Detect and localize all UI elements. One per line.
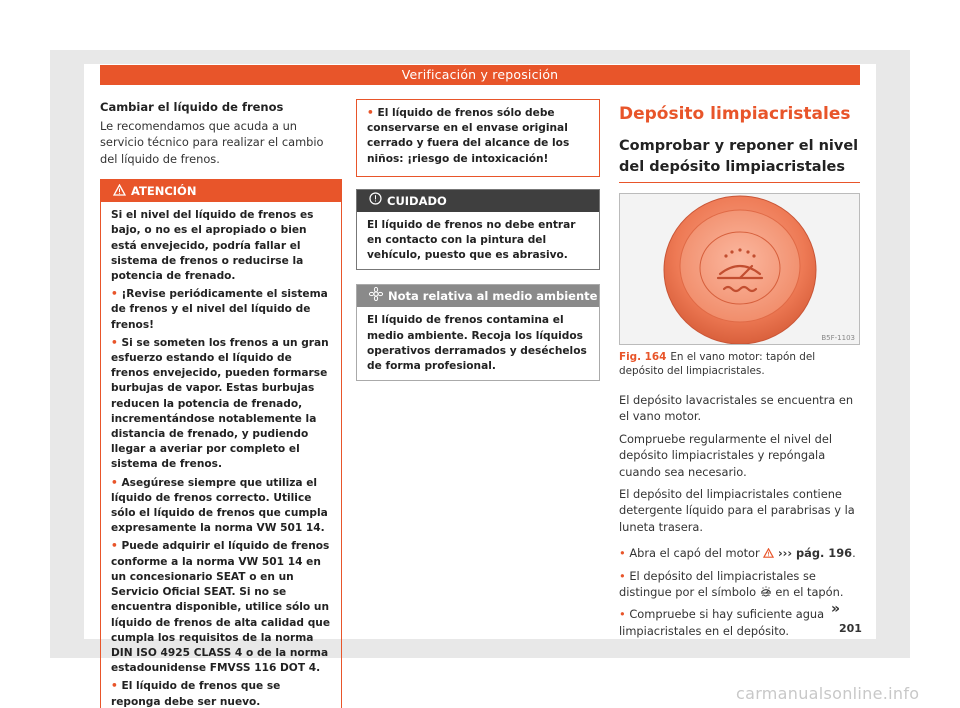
reservoir-cap-illustration — [620, 194, 860, 345]
step-open-hood — [619, 545, 860, 561]
figure-caption-text: En el vano motor: tapón del depósito del limpiacristales. — [619, 351, 816, 377]
column-1 — [100, 96, 342, 708]
step-symbol-end: en el tapón. — [775, 585, 844, 600]
step-identify-symbol — [619, 568, 860, 601]
washer-symbol-icon — [760, 585, 772, 599]
step-check-level: • Compruebe si hay suficiente agua limpiacristales en el depósito. — [619, 606, 860, 639]
intro-paragraph: Le recomendamos que acuda a un servicio técnico para realizar el cambio del líquido de frenos. — [100, 119, 324, 166]
paragraph-contents: El depósito del limpiacristales contiene detergente líquido para el parabrisas y la luneta trasera. — [619, 487, 855, 534]
figure-label: Fig. 164 — [619, 351, 667, 363]
paragraph-location: El depósito lavacristales se encuentra en el vano motor. — [619, 393, 854, 424]
section-header: Verificación y reposición — [100, 65, 860, 85]
warning-bullet: • Puede adquirir el líquido de frenos conforme a la norma VW 501 14 en un concesionario SEAT o en un Servicio Oficial SEAT. Si no se encuentra disponible, utilice sólo un líquido de frenos de alta calidad que cumpla los requisitos de la norma DIN ISO 4925 CLASS 4 o de la norma estadounidense FMVSS 116 DOT 4. — [111, 539, 331, 676]
warning-triangle-icon — [763, 546, 774, 560]
page-reference-link[interactable]: ››› pág. 196 — [777, 546, 853, 561]
warning-bullet: • El líquido de frenos sólo debe conservarse en el envase original cerrado y fuera del alcance de los niños: ¡riesgo de intoxicación! — [367, 106, 589, 167]
warning-header — [101, 180, 341, 202]
watermark: carmanualsonline.info — [736, 684, 920, 703]
warning-triangle-icon — [113, 181, 126, 203]
warning-title: ATENCIÓN — [131, 184, 197, 199]
warning-lead: Si el nivel del líquido de frenos es bajo, o no es el apropiado o bien está envejecido, podría fallar el sistema de frenos o reducirse la potencia de frenado. — [111, 209, 314, 283]
figure-code: B5F-1103 — [821, 334, 855, 342]
column-2 — [356, 100, 600, 381]
page-number: 201 — [839, 622, 862, 635]
environment-body: El líquido de frenos contamina el medio ambiente. Recoja los líquidos operativos derramados y deséchelos de forma profesional. — [367, 314, 587, 373]
environment-flower-icon — [369, 286, 383, 308]
column-3 — [619, 98, 860, 639]
caution-box — [356, 189, 600, 271]
paragraph-check: Compruebe regularmente el nivel del depósito limpiacristales y repóngala cuando sea necesario. — [619, 431, 833, 479]
section-title: Depósito limpiacristales — [619, 104, 851, 124]
step-open-hood-text: Abra el capó del motor — [629, 546, 760, 561]
caution-body: El líquido de frenos no debe entrar en contacto con la pintura del vehículo, puesto que es abrasivo. — [367, 218, 576, 262]
warning-body — [101, 202, 341, 708]
warning-bullet: • ¡Revise periódicamente el sistema de frenos y el nivel del líquido de frenos! — [111, 287, 331, 333]
warning-continued-body — [357, 100, 599, 176]
step-open-hood-end: . — [852, 546, 856, 561]
warning-bullet: • El líquido de frenos que se reponga debe ser nuevo. — [111, 679, 331, 708]
warning-box — [100, 179, 342, 708]
environment-title: Nota relativa al medio ambiente — [388, 289, 598, 304]
warning-bullet: • Si se someten los frenos a un gran esfuerzo estando el líquido de frenos envejecido, pueden formarse burbujas de vapor. Estas burbujas reducen la potencia de frenado, incrementándose notablemente la distancia de frenado, y pudiendo llegar a averiar por completo el sistema de frenos. — [111, 336, 331, 473]
subheading-brake-fluid: Cambiar el líquido de frenos — [100, 100, 284, 114]
caution-circle-icon — [369, 190, 382, 212]
environment-header — [357, 285, 599, 307]
section-subtitle: Comprobar y reponer el nivel del depósito limpiacristales — [619, 136, 860, 183]
caution-header — [357, 190, 599, 212]
continue-mark: » — [831, 601, 841, 617]
environment-box — [356, 284, 600, 381]
caution-title: CUIDADO — [387, 193, 447, 208]
warning-box-continued — [356, 99, 600, 177]
figure-reservoir-cap — [619, 193, 860, 345]
figure-caption — [619, 351, 860, 378]
warning-bullet: • Asegúrese siempre que utiliza el líquido de frenos correcto. Utilice sólo el líquido de frenos que cumpla expresamente la norma VW 501 14. — [111, 476, 331, 537]
step-symbol-text: El depósito del limpiacristales se distingue por el símbolo — [619, 568, 816, 600]
